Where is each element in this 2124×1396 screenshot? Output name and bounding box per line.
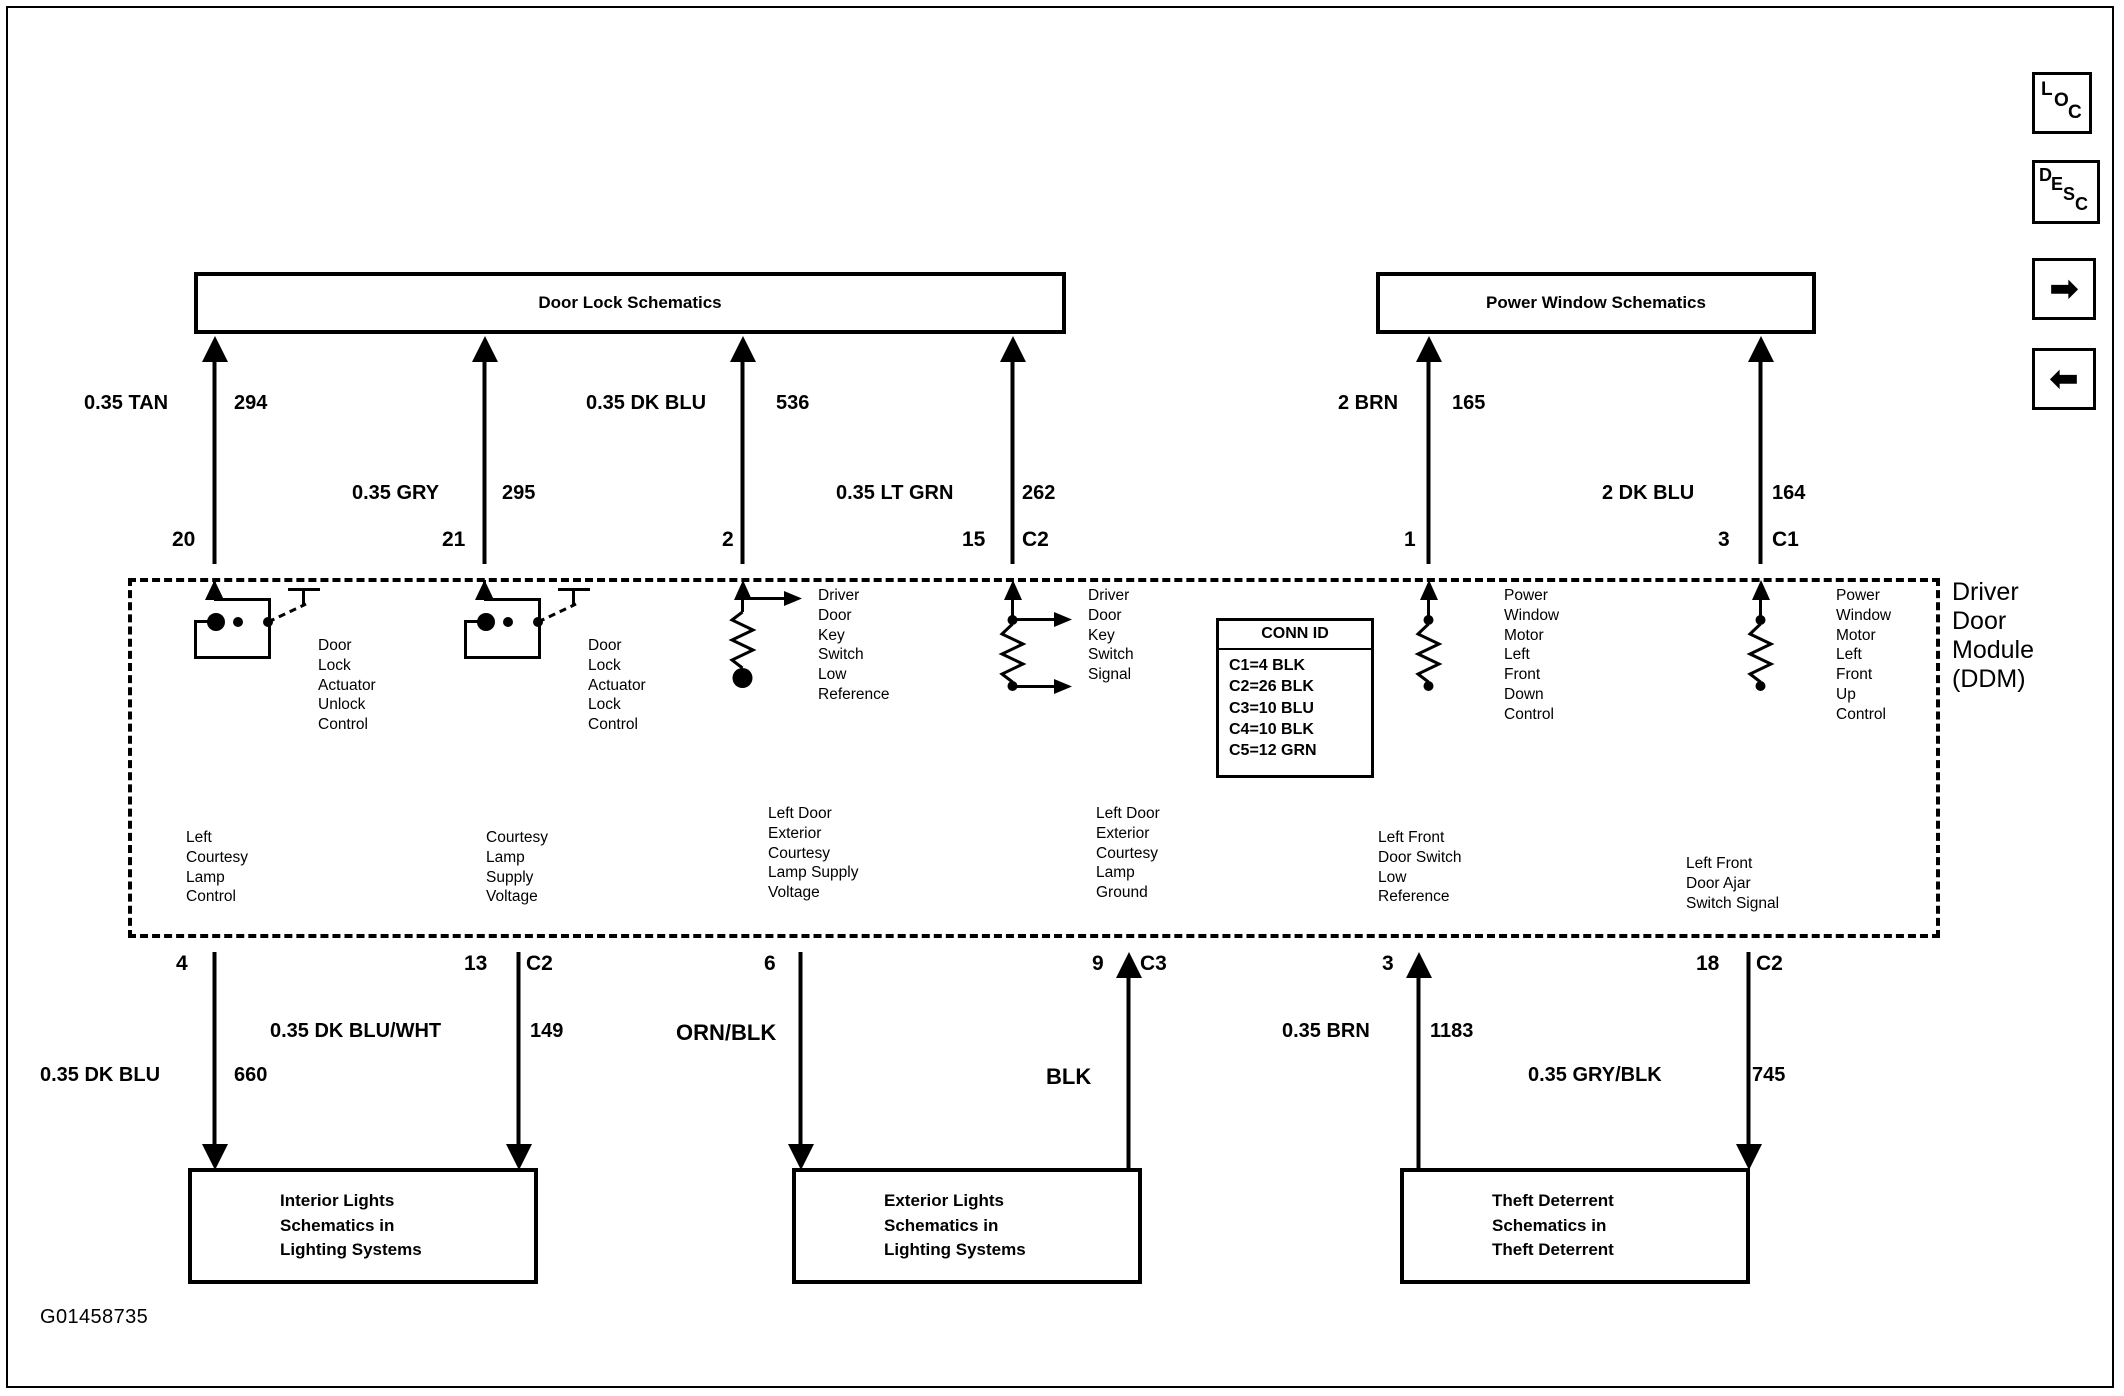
label-line: Control — [1836, 705, 1886, 723]
top-wire-4-name: 0.35 LT GRN — [836, 482, 954, 504]
component-label-key-switch-low-ref — [818, 586, 890, 705]
label-line: Reference — [1378, 888, 1450, 906]
label-line: Courtesy — [1096, 844, 1159, 862]
bottom-wire-6-circuit: 745 — [1752, 1064, 1786, 1086]
label-line: Lamp — [486, 848, 525, 866]
label-line: Left Door — [1096, 805, 1160, 822]
component-label-key-switch-signal — [1088, 586, 1134, 685]
top-wire-3-circuit: 536 — [776, 392, 810, 414]
label-line: Signal — [1088, 666, 1132, 684]
back-button[interactable] — [2032, 348, 2096, 410]
top-wire-1-circuit: 294 — [234, 392, 268, 414]
ref-block-exterior-lights[interactable] — [792, 1168, 1142, 1284]
top-wire-4-circuit: 262 — [1022, 482, 1056, 504]
bottom-wire-6-pin: 18 — [1696, 952, 1720, 975]
ref-block-line: Interior Lights — [280, 1191, 395, 1211]
conn-id-row: C1=4 BLK — [1229, 657, 1306, 674]
bottom-wire-4-name: BLK — [1046, 1064, 1092, 1089]
top-wire-3-name: 0.35 DK BLU — [586, 392, 707, 414]
bottom-wire-4-arrow — [1114, 952, 1144, 1170]
label-line: Ground — [1096, 884, 1148, 902]
bottom-wire-5-circuit: 1183 — [1430, 1020, 1474, 1042]
label-line: Left Front — [1686, 855, 1753, 872]
ref-block-line: Lighting Systems — [884, 1240, 1026, 1260]
label-line: Switch Signal — [1686, 894, 1780, 912]
label-line: Voltage — [486, 888, 538, 906]
label-line: Lamp Supply — [768, 864, 859, 882]
bottom-wire-2-circuit: 149 — [530, 1020, 564, 1042]
loc-letter-2: O — [2054, 90, 2069, 111]
ref-block-label: Power Window Schematics — [1486, 293, 1706, 312]
bottom-wire-6-conn: C2 — [1756, 952, 1783, 975]
conn-id-row: C5=12 GRN — [1229, 742, 1317, 760]
top-wire-5-circuit: 165 — [1452, 392, 1486, 414]
bottom-wire-4-conn: C3 — [1140, 952, 1167, 975]
conn-id-row: C4=10 BLK — [1229, 720, 1314, 738]
top-wire-2-name: 0.35 GRY — [352, 482, 440, 504]
bottom-wire-2-name: 0.35 DK BLU/WHT — [270, 1020, 442, 1042]
label-line: Left — [1504, 646, 1530, 664]
ref-block-line: Schematics in — [1492, 1215, 1607, 1235]
label-line: Switch — [818, 646, 864, 664]
lower-label-left-door-exterior-courtesy-ground — [1096, 804, 1160, 903]
label-line: Up — [1836, 686, 1856, 704]
label-line: Control — [1504, 705, 1554, 723]
lower-label-left-courtesy-lamp-control — [186, 828, 248, 907]
ref-block-line: Theft Deterrent — [1492, 1191, 1614, 1211]
ref-block-interior-lights[interactable] — [188, 1168, 538, 1284]
label-line: Door — [588, 637, 622, 654]
label-line: Control — [318, 716, 368, 734]
top-wire-6-pin: 3 — [1718, 528, 1730, 551]
bottom-wire-3-pin: 6 — [764, 952, 776, 975]
label-line: Left — [186, 829, 212, 846]
label-line: Courtesy — [768, 844, 831, 862]
label-line: Key — [818, 626, 845, 644]
label-line: Exterior — [768, 824, 822, 842]
loc-letter-1: L — [2041, 79, 2053, 100]
top-wire-2-circuit: 295 — [502, 482, 536, 504]
label-line: Switch — [1088, 646, 1134, 664]
bottom-wire-3-arrow — [786, 952, 816, 1170]
label-line: Door — [1088, 606, 1122, 624]
ddm-label-line-1: Driver — [1952, 578, 2019, 606]
label-line: Door Ajar — [1686, 874, 1751, 892]
label-line: Driver — [1088, 587, 1130, 604]
ddm-label-line-2: Door — [1952, 607, 2007, 635]
ref-block-line: Schematics in — [884, 1215, 999, 1235]
conn-id-row: C2=26 BLK — [1229, 678, 1314, 696]
ref-block-power-window-schematics[interactable] — [1376, 272, 1816, 334]
label-line: Left Door — [768, 805, 832, 822]
label-line: Door — [818, 606, 852, 624]
arrow-left-icon: ⬅ — [2049, 360, 2079, 398]
lower-label-left-door-exterior-courtesy-supply — [768, 804, 858, 903]
label-line: Control — [588, 716, 638, 734]
top-wire-2-pin: 21 — [442, 528, 466, 551]
label-line: Lock — [318, 656, 351, 674]
lower-label-courtesy-lamp-supply-voltage — [486, 828, 548, 907]
ref-block-line: Theft Deterrent — [1492, 1240, 1614, 1260]
component-label-window-up-control — [1836, 586, 1891, 725]
top-wire-6-conn: C1 — [1772, 528, 1799, 551]
bottom-wire-2-arrow — [504, 952, 534, 1170]
label-line: Door Switch — [1378, 848, 1462, 866]
ref-block-label: Door Lock Schematics — [538, 293, 722, 312]
loc-letter-3: C — [2068, 102, 2082, 123]
label-line: Lamp — [1096, 864, 1135, 882]
label-line: Down — [1504, 686, 1544, 704]
desc-letter-4: C — [2075, 194, 2088, 214]
bottom-wire-2-pin: 13 — [464, 952, 488, 975]
component-label-window-down-control — [1504, 586, 1559, 725]
label-line: Voltage — [768, 884, 820, 902]
ref-block-line: Exterior Lights — [884, 1191, 1004, 1211]
component-label-door-lock-unlock — [318, 636, 376, 735]
bottom-wire-2-conn: C2 — [526, 952, 553, 975]
bottom-wire-6-name: 0.35 GRY/BLK — [1528, 1064, 1662, 1086]
ref-block-line: Schematics in — [280, 1215, 395, 1235]
figure-id: G01458735 — [40, 1306, 149, 1328]
bottom-wire-1-circuit: 660 — [234, 1064, 268, 1086]
label-line: Unlock — [318, 696, 366, 714]
arrow-right-icon: ➡ — [2049, 270, 2079, 308]
ddm-label — [1952, 578, 2102, 694]
bottom-wire-1-name: 0.35 DK BLU — [40, 1064, 161, 1086]
top-wire-5-name: 2 BRN — [1338, 392, 1399, 414]
label-line: Window — [1504, 606, 1560, 624]
label-line: Window — [1836, 606, 1892, 624]
label-line: Left — [1836, 646, 1862, 664]
ref-block-theft-deterrent[interactable] — [1400, 1168, 1750, 1284]
label-line: Exterior — [1096, 824, 1150, 842]
label-line: Door — [318, 637, 352, 654]
loc-button[interactable] — [2032, 72, 2092, 134]
label-line: Courtesy — [486, 829, 549, 846]
lower-label-left-front-door-ajar-switch-signal — [1686, 854, 1779, 913]
bottom-wire-5-arrow — [1404, 952, 1434, 1170]
top-wire-6-name: 2 DK BLU — [1602, 482, 1695, 504]
ref-block-door-lock-schematics[interactable] — [194, 272, 1066, 334]
bottom-wire-1-pin: 4 — [176, 952, 188, 975]
top-wire-1-name: 0.35 TAN — [84, 392, 169, 414]
label-line: Motor — [1836, 626, 1876, 644]
ref-block-line: Lighting Systems — [280, 1240, 422, 1260]
bottom-wire-5-name: 0.35 BRN — [1282, 1020, 1370, 1042]
label-line: Actuator — [318, 676, 376, 694]
label-line: Actuator — [588, 676, 646, 694]
label-line: Left Front — [1378, 829, 1445, 846]
desc-letter-1: D — [2039, 165, 2052, 185]
desc-button[interactable] — [2032, 160, 2100, 224]
label-line: Low — [818, 666, 847, 684]
ddm-label-line-4: (DDM) — [1952, 665, 2026, 693]
label-line: Lock — [588, 656, 621, 674]
label-line: Key — [1088, 626, 1115, 644]
label-line: Lamp — [186, 868, 225, 886]
forward-button[interactable] — [2032, 258, 2096, 320]
bottom-wire-3-name: ORN/BLK — [676, 1020, 777, 1045]
label-line: Lock — [588, 696, 621, 714]
bottom-wire-6-arrow — [1734, 952, 1764, 1170]
label-line: Power — [1836, 587, 1880, 604]
label-line: Front — [1836, 666, 1873, 684]
top-wire-4-pin: 15 — [962, 528, 986, 551]
conn-id-table — [1216, 618, 1374, 778]
desc-letter-3: S — [2063, 184, 2076, 204]
top-wire-3-pin: 2 — [722, 528, 734, 551]
bottom-wire-1-arrow — [200, 952, 230, 1170]
label-line: Courtesy — [186, 848, 249, 866]
desc-letter-2: E — [2051, 174, 2064, 194]
bottom-wire-5-pin: 3 — [1382, 952, 1394, 975]
label-line: Front — [1504, 666, 1541, 684]
component-label-door-lock-lock — [588, 636, 646, 735]
top-wire-5-arrow — [1414, 336, 1444, 564]
top-wire-5-pin: 1 — [1404, 528, 1416, 551]
top-wire-1-arrow — [200, 336, 230, 564]
label-line: Control — [186, 888, 236, 906]
top-wire-1-pin: 20 — [172, 528, 196, 551]
conn-id-row: C3=10 BLU — [1229, 699, 1314, 717]
label-line: Supply — [486, 868, 534, 886]
lower-label-left-front-door-switch-low-ref — [1378, 828, 1462, 907]
top-wire-2-arrow — [470, 336, 500, 564]
top-wire-6-circuit: 164 — [1772, 482, 1806, 504]
bottom-wire-4-pin: 9 — [1092, 952, 1104, 975]
label-line: Driver — [818, 587, 860, 604]
conn-id-title: CONN ID — [1219, 621, 1371, 650]
ddm-label-line-3: Module — [1952, 636, 2034, 664]
label-line: Reference — [818, 686, 890, 704]
label-line: Low — [1378, 868, 1407, 886]
top-wire-4-conn: C2 — [1022, 528, 1049, 551]
label-line: Motor — [1504, 626, 1544, 644]
label-line: Power — [1504, 587, 1548, 604]
